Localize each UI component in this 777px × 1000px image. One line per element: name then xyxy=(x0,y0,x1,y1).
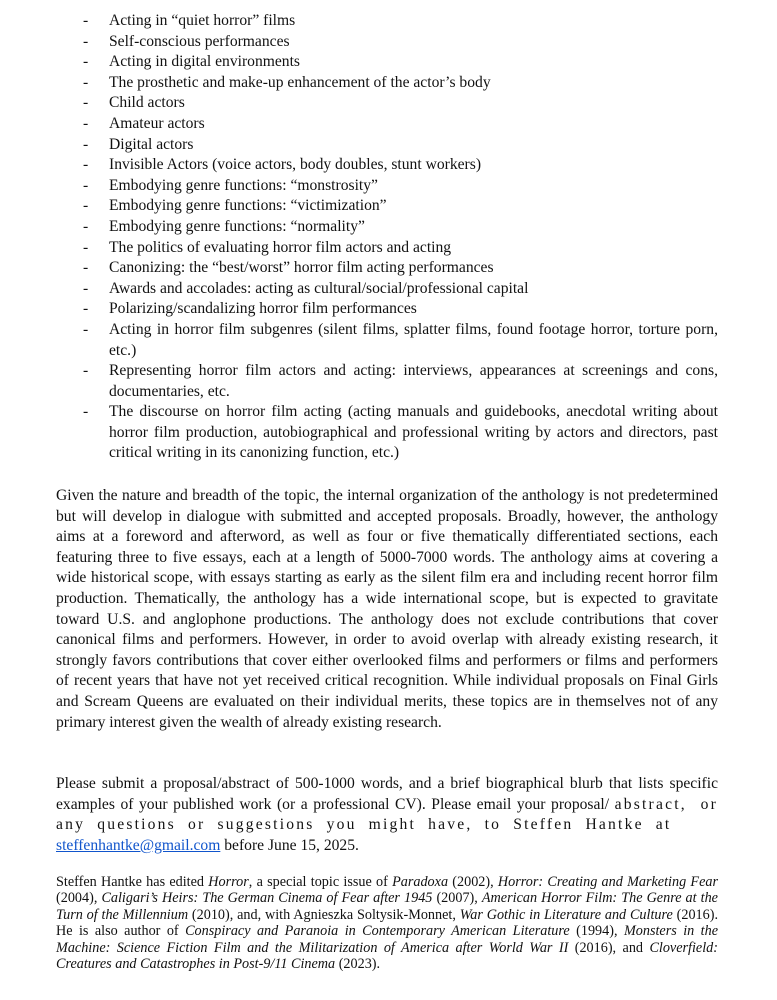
bullet-text: The discourse on horror film acting (acting manuals and guidebooks, anecdotal writing about horror film production, autobiographical and professional writing by actors and directors, past critical writing in its canonizing function, etc.) xyxy=(109,403,718,462)
bio-text: Steffen Hantke has edited xyxy=(56,874,209,890)
bullet-dash: - xyxy=(83,53,89,71)
bullet-dash: - xyxy=(83,279,89,297)
bullet-text: The prosthetic and make-up enhancement of the actor’s body xyxy=(109,73,491,91)
bullet-text: Embodying genre functions: “monstrosity” xyxy=(109,176,378,194)
bio-title: Horror: Creating and Marketing Fear xyxy=(497,874,719,890)
bullet-item xyxy=(56,361,718,402)
editor-bio xyxy=(56,874,718,972)
bullet-item xyxy=(56,258,718,279)
bullet-text: Awards and accolades: acting as cultural/social/professional capital xyxy=(109,279,529,297)
bullet-item xyxy=(56,155,718,176)
bullet-item xyxy=(56,299,718,320)
bullet-dash: - xyxy=(83,320,89,338)
bio-title: Paradoxa xyxy=(392,874,449,890)
bullet-dash: - xyxy=(83,217,89,235)
submission-paragraph xyxy=(56,774,718,856)
bullet-item xyxy=(56,11,718,32)
deadline-text: before June 15, 2025. xyxy=(220,836,359,854)
bio-text: (2023). xyxy=(335,956,381,973)
bullet-text: Self-conscious performances xyxy=(109,32,290,50)
bullet-item xyxy=(56,402,718,464)
bio-title: Horror xyxy=(208,874,249,890)
bio-text: (2007), xyxy=(432,890,482,907)
bullet-text: Invisible Actors (voice actors, body doubles, stunt workers) xyxy=(109,156,482,174)
bullet-text: Child actors xyxy=(109,94,185,112)
bullet-dash: - xyxy=(83,135,89,153)
bullet-dash: - xyxy=(83,197,89,215)
bullet-dash: - xyxy=(83,114,89,132)
bio-title: Cloverfield: Creatures and Catastrophes in Post-9/11 Cinema xyxy=(56,939,718,973)
bio-text: (2010), and, with Agnieszka Soltysik-Monnet, xyxy=(188,906,460,923)
bullet-dash: - xyxy=(83,300,89,318)
bullet-dash: - xyxy=(83,32,89,50)
bio-title: Caligari’s Heirs: The German Cinema of Fear after 1945 xyxy=(101,890,433,907)
bullet-item xyxy=(56,135,718,156)
bullet-text: Acting in digital environments xyxy=(109,53,300,71)
bullet-dash: - xyxy=(83,238,89,256)
bullet-dash: - xyxy=(83,176,89,194)
bio-text: (2016). He is also author of xyxy=(56,906,718,940)
bullet-item xyxy=(56,238,718,259)
bio-text: (1994), xyxy=(569,923,624,940)
bullet-item xyxy=(56,320,718,361)
bullet-text: The politics of evaluating horror film actors and acting xyxy=(109,238,452,256)
bullet-item xyxy=(56,32,718,53)
bullet-text: Amateur actors xyxy=(109,114,205,132)
bio-text: , a special topic issue of xyxy=(248,874,393,890)
bullet-item xyxy=(56,279,718,300)
bullet-item xyxy=(56,73,718,94)
bullet-text: Canonizing: the “best/worst” horror film acting performances xyxy=(109,259,494,277)
bullet-text: Polarizing/scandalizing horror film performances xyxy=(109,300,417,318)
bio-title: Monsters in the Machine: Science Fiction Film and the Militarization of America after World War II xyxy=(56,923,718,956)
bullet-text: Embodying genre functions: “normality” xyxy=(109,217,365,235)
bullet-dash: - xyxy=(83,73,89,91)
bullet-dash: - xyxy=(83,156,89,174)
bullet-dash: - xyxy=(83,403,89,421)
bio-title: War Gothic in Literature and Culture xyxy=(459,906,673,923)
bullet-text: Digital actors xyxy=(109,135,194,153)
bio-title: American Horror Film: The Genre at the Turn of the Millennium xyxy=(56,890,718,923)
bullet-item xyxy=(56,93,718,114)
bullet-dash: - xyxy=(83,362,89,380)
bullet-dash: - xyxy=(83,94,89,112)
bullet-dash: - xyxy=(83,12,89,29)
bullet-item xyxy=(56,52,718,73)
bullet-text: Acting in “quiet horror” films xyxy=(109,12,296,29)
bio-text: (2002), xyxy=(448,874,498,890)
bullet-dash: - xyxy=(83,259,89,277)
bullet-text: Acting in horror film subgenres (silent films, splatter films, found footage horror, torture porn, etc.) xyxy=(109,320,718,359)
bio-text: (2004), xyxy=(56,890,102,907)
bullet-item xyxy=(56,114,718,135)
email-link[interactable]: steffenhantke@gmail.com xyxy=(56,836,221,854)
bullet-text: Representing horror film actors and acting: interviews, appearances at screenings and cons, documentaries, etc. xyxy=(109,362,718,400)
bio-title: Conspiracy and Paranoia in Contemporary American Literature xyxy=(185,923,570,940)
bio-text: (2016), and xyxy=(568,939,650,956)
submission-text: Please submit a proposal/abstract of 500-1000 words, and a brief biographical blurb that lists specific examples of your published work (or a professional CV). Please email your proposal/ xyxy=(56,775,718,813)
submission-text-spaced: abstract, or any questions or suggestions you might have, to Steffen Hantke at xyxy=(56,795,718,834)
bullet-item xyxy=(56,217,718,238)
organization-paragraph: Given the nature and breadth of the topic, the internal organization of the anthology is not predetermined but will develop in dialogue with submitted and accepted proposals. Broadly, however, the anthology aims at a foreword and afterword, as well as four or five thematically differentiated sections, each featuring three to five essays, each at a length of 5000-7000 words. The anthology aims at covering a wide historical scope, with essays starting as early as the silent film era and including recent horror film production. Thematically, the anthology has a wide international scope, but is expected to gravitate toward U.S. and anglophone productions. The anthology does not exclude contributions that cover canonical films and performers. However, in order to avoid overlap with already existing research, it strongly favors contributions that cover either overlooked films and performers or films and performers of recent years that have not yet received critical recognition. While individual proposals on Final Girls and Scream Queens are evaluated on their individual merits, these topics are in themselves not of any primary interest given the wealth of already existing research. xyxy=(56,487,718,731)
bullet-text: Embodying genre functions: “victimization” xyxy=(109,197,387,215)
bullet-item xyxy=(56,196,718,217)
topic-bullet-list xyxy=(56,11,718,464)
bullet-item xyxy=(56,176,718,197)
